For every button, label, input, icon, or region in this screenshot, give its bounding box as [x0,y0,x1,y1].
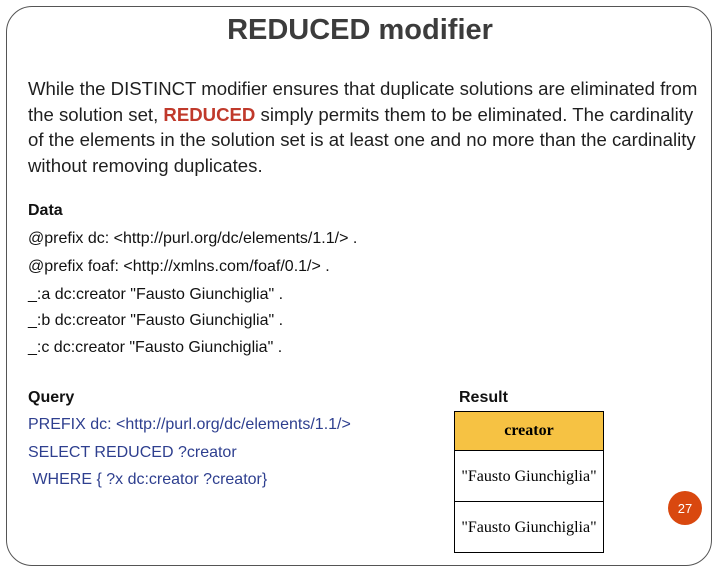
data-line: _:c dc:creator "Fausto Giunchiglia" . [28,339,283,356]
query-label: Query [28,389,75,406]
page-number-badge: 27 [668,491,702,525]
query-line: PREFIX dc: <http://purl.org/dc/elements/1.1/> [28,416,351,433]
intro-text-1: While the DISTINCT modifier ensures that duplicate solutions are eliminated from the solution set, [28,78,698,125]
intro-highlight: REDUCED [163,103,256,125]
result-header-cell: creator [455,412,604,451]
data-line: _:a dc:creator "Fausto Giunchiglia" . [28,286,284,303]
result-label: Result [459,389,508,406]
intro-text-2: simply permits them to be eliminated. The cardinality of the elements in the solution set is at least one and no more than the cardinality without removing duplicates. [28,103,696,176]
result-cell: "Fausto Giunchiglia" [455,451,604,502]
data-line: @prefix dc: <http://purl.org/dc/elements/1.1/> . [28,230,358,247]
result-table [454,411,604,553]
data-label: Data [28,202,63,219]
result-cell: "Fausto Giunchiglia" [455,502,604,553]
data-line: _:b dc:creator "Fausto Giunchiglia" . [28,312,284,329]
intro-paragraph [28,76,708,178]
slide-title: REDUCED modifier [227,14,493,46]
data-line: @prefix foaf: <http://xmlns.com/foaf/0.1/> . [28,258,330,275]
query-line: SELECT REDUCED ?creator [28,444,237,461]
query-line: WHERE { ?x dc:creator ?creator} [28,471,268,488]
